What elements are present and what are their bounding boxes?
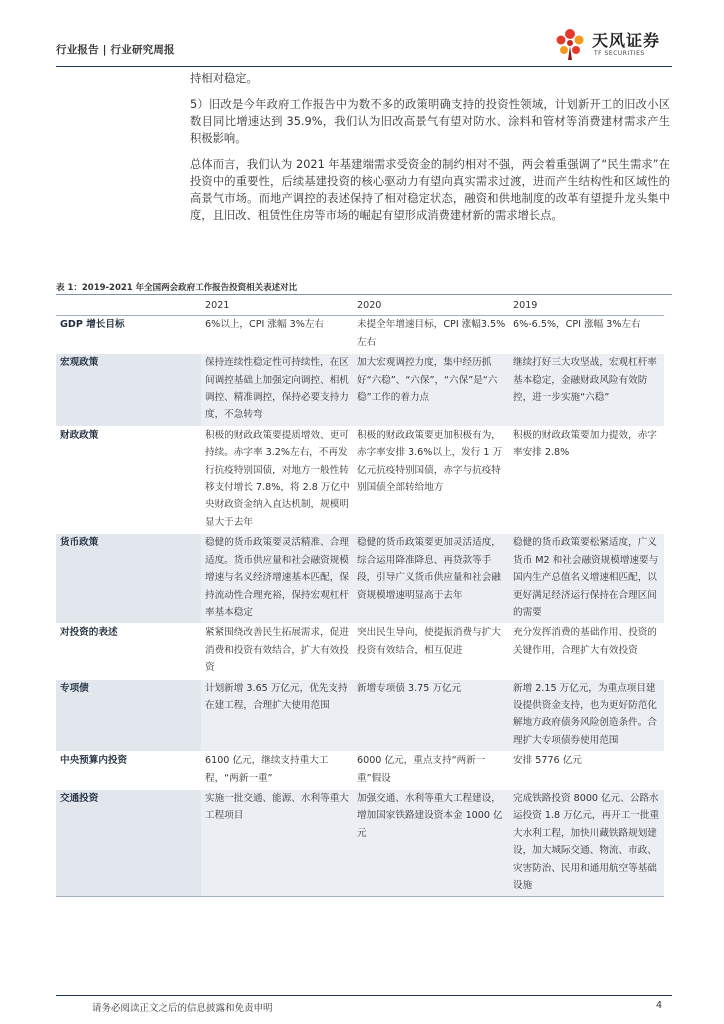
cell-2020: 新增专项债 3.75 万亿元 <box>353 679 509 752</box>
header-divider <box>56 66 672 67</box>
cell-2021: 6%以上，CPI 涨幅 3%左右 <box>201 316 353 354</box>
cell-2021: 积极的财政政策要提质增效、更可持续。赤字率 3.2%左右，不再发行抗疫特别国债，对地方一般性转移支付增长 7.8%，将 2.8 万亿中央财政资金纳入直达机制，规模明显大于去年 <box>201 426 353 533</box>
paragraph-text: 总体而言，我们认为 2021 年基建端需求受资金的制约相对不强，两会着重强调了“民生需求”在投资中的重要性，后续基建投资的核心驱动力有望向真实需求过渡，进而产生结构性和区域性的高景气市场。而地产调控的表述保持了相对稳定状态，融资和供地制度的改革有望提升龙头集中度，且旧改、租赁性住房等市场的崛起有望形成消费建材新的需求增长点。 <box>190 158 670 222</box>
cell-2019: 安排 5776 亿元 <box>509 752 664 790</box>
paragraph-text: 5）旧改是今年政府工作报告中为数不多的政策明确支持的投资性领域，计划新开工的旧改小区数目同比增速达到 35.9%，我们认为旧改高景气有望对防水、涂料和管材等消费建材需求产生积极影响。 <box>190 98 670 145</box>
report-category: 行业报告 | 行业研究周报 <box>56 44 175 56</box>
table-row <box>56 354 664 427</box>
cell-2020: 加大宏观调控力度，集中经历抓好“六稳”、“六保”，“六保”是“六稳”工作的着力点 <box>353 354 509 427</box>
page-header <box>56 31 672 66</box>
tf-securities-logo <box>552 26 672 66</box>
cell-2019: 完成铁路投资 8000 亿元、公路水运投资 1.8 万亿元，再开工一批重大水利工程，加快川藏铁路规划建设，加大城际交通、物流、市政、灾害防治、民用和通用航空等基础设施 <box>509 789 664 896</box>
row-label: 对投资的表述 <box>56 624 201 679</box>
row-label: 宏观政策 <box>56 354 201 427</box>
cell-2021: 保持连续性稳定性可持续性，在区间调控基础上加强定向调控、相机调控、精准调控，保持必要支持力度，不急转弯 <box>201 354 353 427</box>
column-header: 2020 <box>353 296 509 316</box>
policy-comparison-table <box>56 296 664 897</box>
paragraph-1 <box>190 70 670 87</box>
logo-english-name: TF SECURITIES <box>594 50 645 57</box>
paragraph-2 <box>190 96 670 147</box>
table-row <box>56 752 664 790</box>
table-caption: 表 1：2019-2021 年全国两会政府工作报告投资相关表述对比 <box>56 283 298 293</box>
flower-logo-icon <box>552 26 588 62</box>
cell-2021: 计划新增 3.65 万亿元，优先支持在建工程，合理扩大使用范围 <box>201 679 353 752</box>
cell-2021: 紧紧围绕改善民生拓展需求，促进消费和投资有效结合，扩大有效投资 <box>201 624 353 679</box>
cell-2020: 稳健的货币政策要更加灵活适度，综合运用降准降息、再贷款等手段，引导广义货币供应量和社会融资规模增速明显高于去年 <box>353 534 509 624</box>
table-row <box>56 534 664 624</box>
cell-2021: 6100 亿元，继续支持重大工程，“两新一重” <box>201 752 353 790</box>
table-row <box>56 316 664 354</box>
footer-disclaimer: 请务必阅读正文之后的信息披露和免责申明 <box>92 1003 273 1014</box>
row-label: 专项债 <box>56 679 201 752</box>
row-label: 货币政策 <box>56 534 201 624</box>
cell-2019: 继续打好三大攻坚战，宏观杠杆率基本稳定，金融财政风险有效防控，进一步实施“六稳” <box>509 354 664 427</box>
column-header: 2021 <box>201 296 353 316</box>
cell-2019: 6%-6.5%，CPI 涨幅 3%左右 <box>509 316 664 354</box>
footer-divider <box>56 995 672 996</box>
cell-2019: 新增 2.15 万亿元，为重点项目建设提供资金支持，也为更好防范化解地方政府债务风险创造条件。合理扩大专项债券使用范围 <box>509 679 664 752</box>
cell-2020: 积极的财政政策要更加积极有为，赤字率安排 3.6%以上，发行 1 万亿元抗疫特别国债，赤字与抗疫特别国债全部转给地方 <box>353 426 509 533</box>
row-label: 中央预算内投资 <box>56 752 201 790</box>
column-header <box>56 296 201 316</box>
cell-2020: 加强交通、水利等重大工程建设，增加国家铁路建设资本金 1000 亿元 <box>353 789 509 896</box>
table-row <box>56 789 664 896</box>
table-row <box>56 679 664 752</box>
cell-2020: 突出民生导向，使提振消费与扩大投资有效结合，相互促进 <box>353 624 509 679</box>
paragraph-3 <box>190 156 670 224</box>
table-row <box>56 624 664 679</box>
page-number: 4 <box>656 1000 663 1011</box>
cell-2019: 稳健的货币政策要松紧适度，广义货币 M2 和社会融资规模增速要与国内生产总值名义增速相匹配，以更好满足经济运行保持在合理区间的需要 <box>509 534 664 624</box>
cell-2020: 6000 亿元，重点支持“两新一重”假设 <box>353 752 509 790</box>
paragraph-text: 持相对稳定。 <box>190 72 258 85</box>
row-label: 交通投资 <box>56 789 201 896</box>
table-row <box>56 426 664 533</box>
cell-2021: 实施一批交通、能源、水利等重大工程项目 <box>201 789 353 896</box>
logo-chinese-name: 天风证券 <box>592 31 661 50</box>
column-header: 2019 <box>509 296 664 316</box>
cell-2020: 未提全年增速目标，CPI 涨幅3.5%左右 <box>353 316 509 354</box>
table-header-row <box>56 296 664 316</box>
row-label: GDP 增长目标 <box>56 316 201 354</box>
row-label: 财政政策 <box>56 426 201 533</box>
caption-divider <box>56 294 672 295</box>
cell-2019: 积极的财政政策要加力提效，赤字率安排 2.8% <box>509 426 664 533</box>
cell-2019: 充分发挥消费的基础作用、投资的关键作用，合理扩大有效投资 <box>509 624 664 679</box>
cell-2021: 稳健的货币政策要灵活精准、合理适度。货币供应量和社会融资规模增速与名义经济增速基本匹配，保持流动性合理充裕，保持宏观杠杆率基本稳定 <box>201 534 353 624</box>
